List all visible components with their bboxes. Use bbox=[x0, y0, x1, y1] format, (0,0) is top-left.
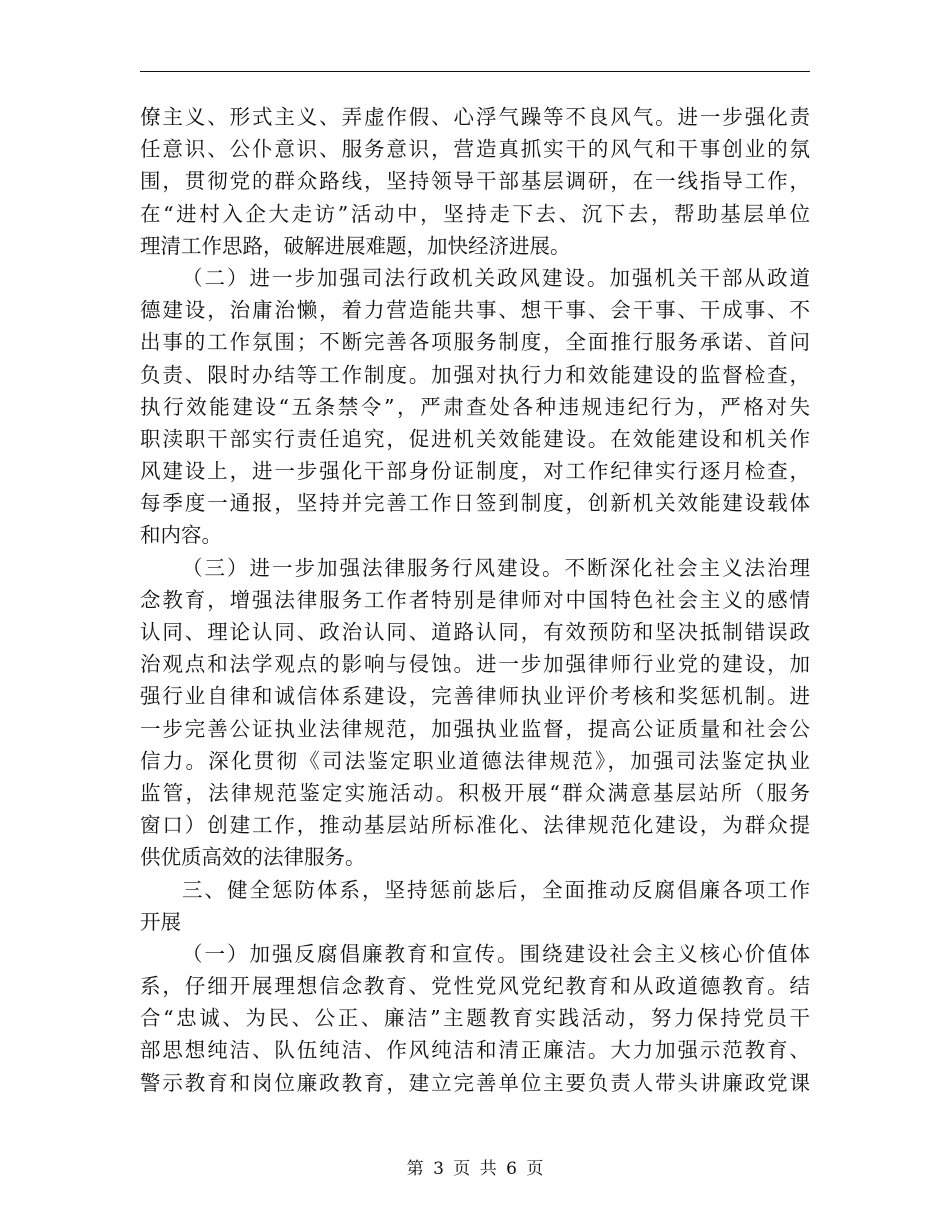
text-line: 负责、限时办结等工作制度。加强对执行力和效能建设的监督检查， bbox=[140, 362, 810, 387]
text-line: 每季度一通报，坚持并完善工作日签到制度，创新机关效能建设载体 bbox=[140, 491, 810, 516]
text-line: 理清工作思路，破解进展难题，加快经济进展。 bbox=[140, 233, 571, 258]
text-line: 监管，法律规范鉴定实施活动。积极开展“群众满意基层站所（服务 bbox=[140, 780, 810, 805]
header-rule bbox=[140, 71, 810, 72]
text-line: 治观点和法学观点的影响与侵蚀。进一步加强律师行业党的建设，加 bbox=[140, 652, 810, 677]
text-line: 警示教育和岗位廉政教育，建立完善单位主要负责人带头讲廉政党课 bbox=[140, 1070, 810, 1095]
text-line: 在“进村入企大走访”活动中，坚持走下去、沉下去，帮助基层单位 bbox=[140, 201, 810, 226]
text-line: 供优质高效的法律服务。 bbox=[140, 845, 366, 870]
text-line: 职渎职干部实行责任追究，促进机关效能建设。在效能建设和机关作 bbox=[140, 426, 810, 451]
text-line: 信力。深化贯彻《司法鉴定职业道德法律规范》，加强司法鉴定执业 bbox=[140, 748, 810, 773]
text-line: 和内容。 bbox=[140, 523, 222, 548]
text-line: （二）进一步加强司法行政机关政风建设。加强机关干部从政道 bbox=[182, 265, 810, 290]
text-line: 围，贯彻党的群众路线，坚持领导干部基层调研，在一线指导工作， bbox=[140, 169, 810, 194]
text-line: 执行效能建设“五条禁令”，严肃查处各种违规违纪行为，严格对失 bbox=[140, 394, 810, 419]
text-line: （三）进一步加强法律服务行风建设。不断深化社会主义法治理 bbox=[182, 555, 810, 580]
text-line: 僚主义、形式主义、弄虚作假、心浮气躁等不良风气。进一步强化责 bbox=[140, 105, 810, 129]
text-line: 认同、理论认同、政治认同、道路认同，有效预防和坚决抵制错误政 bbox=[140, 620, 810, 644]
text-line: 部思想纯洁、队伍纯洁、作风纯洁和清正廉洁。大力加强示范教育、 bbox=[140, 1038, 810, 1063]
text-line: 德建设，治庸治懒，着力营造能共事、想干事、会干事、干成事、不 bbox=[140, 298, 810, 323]
text-line: 风建设上，进一步强化干部身份证制度，对工作纪律实行逐月检查， bbox=[140, 459, 810, 484]
page-number: 第 3 页 共 6 页 bbox=[406, 1159, 544, 1179]
text-line: （一）加强反腐倡廉教育和宣传。围绕建设社会主义核心价值体 bbox=[182, 941, 810, 966]
section-heading-line: 开展 bbox=[140, 909, 181, 934]
text-line: 念教育，增强法律服务工作者特别是律师对中国特色社会主义的感情 bbox=[140, 587, 810, 612]
text-line: 一步完善公证执业法律规范，加强执业监督，提高公证质量和社会公 bbox=[140, 716, 810, 741]
text-line: 合“忠诚、为民、公正、廉洁”主题教育实践活动，努力保持党员干 bbox=[140, 1006, 810, 1031]
text-line: 任意识、公仆意识、服务意识，营造真抓实干的风气和干事创业的氛 bbox=[140, 137, 810, 162]
text-line: 出事的工作氛围；不断完善各项服务制度，全面推行服务承诺、首问 bbox=[140, 330, 810, 355]
text-line: 系，仔细开展理想信念教育、党性党风党纪教育和从政道德教育。结 bbox=[140, 974, 810, 999]
body-text bbox=[140, 101, 810, 1099]
text-line: 强行业自律和诚信体系建设，完善律师执业评价考核和奖惩机制。进 bbox=[140, 684, 810, 709]
section-heading-line: 三、健全惩防体系，坚持惩前毖后，全面推动反腐倡廉各项工作 bbox=[182, 877, 810, 902]
text-line: 窗口）创建工作，推动基层站所标准化、法律规范化建设，为群众提 bbox=[140, 813, 810, 838]
